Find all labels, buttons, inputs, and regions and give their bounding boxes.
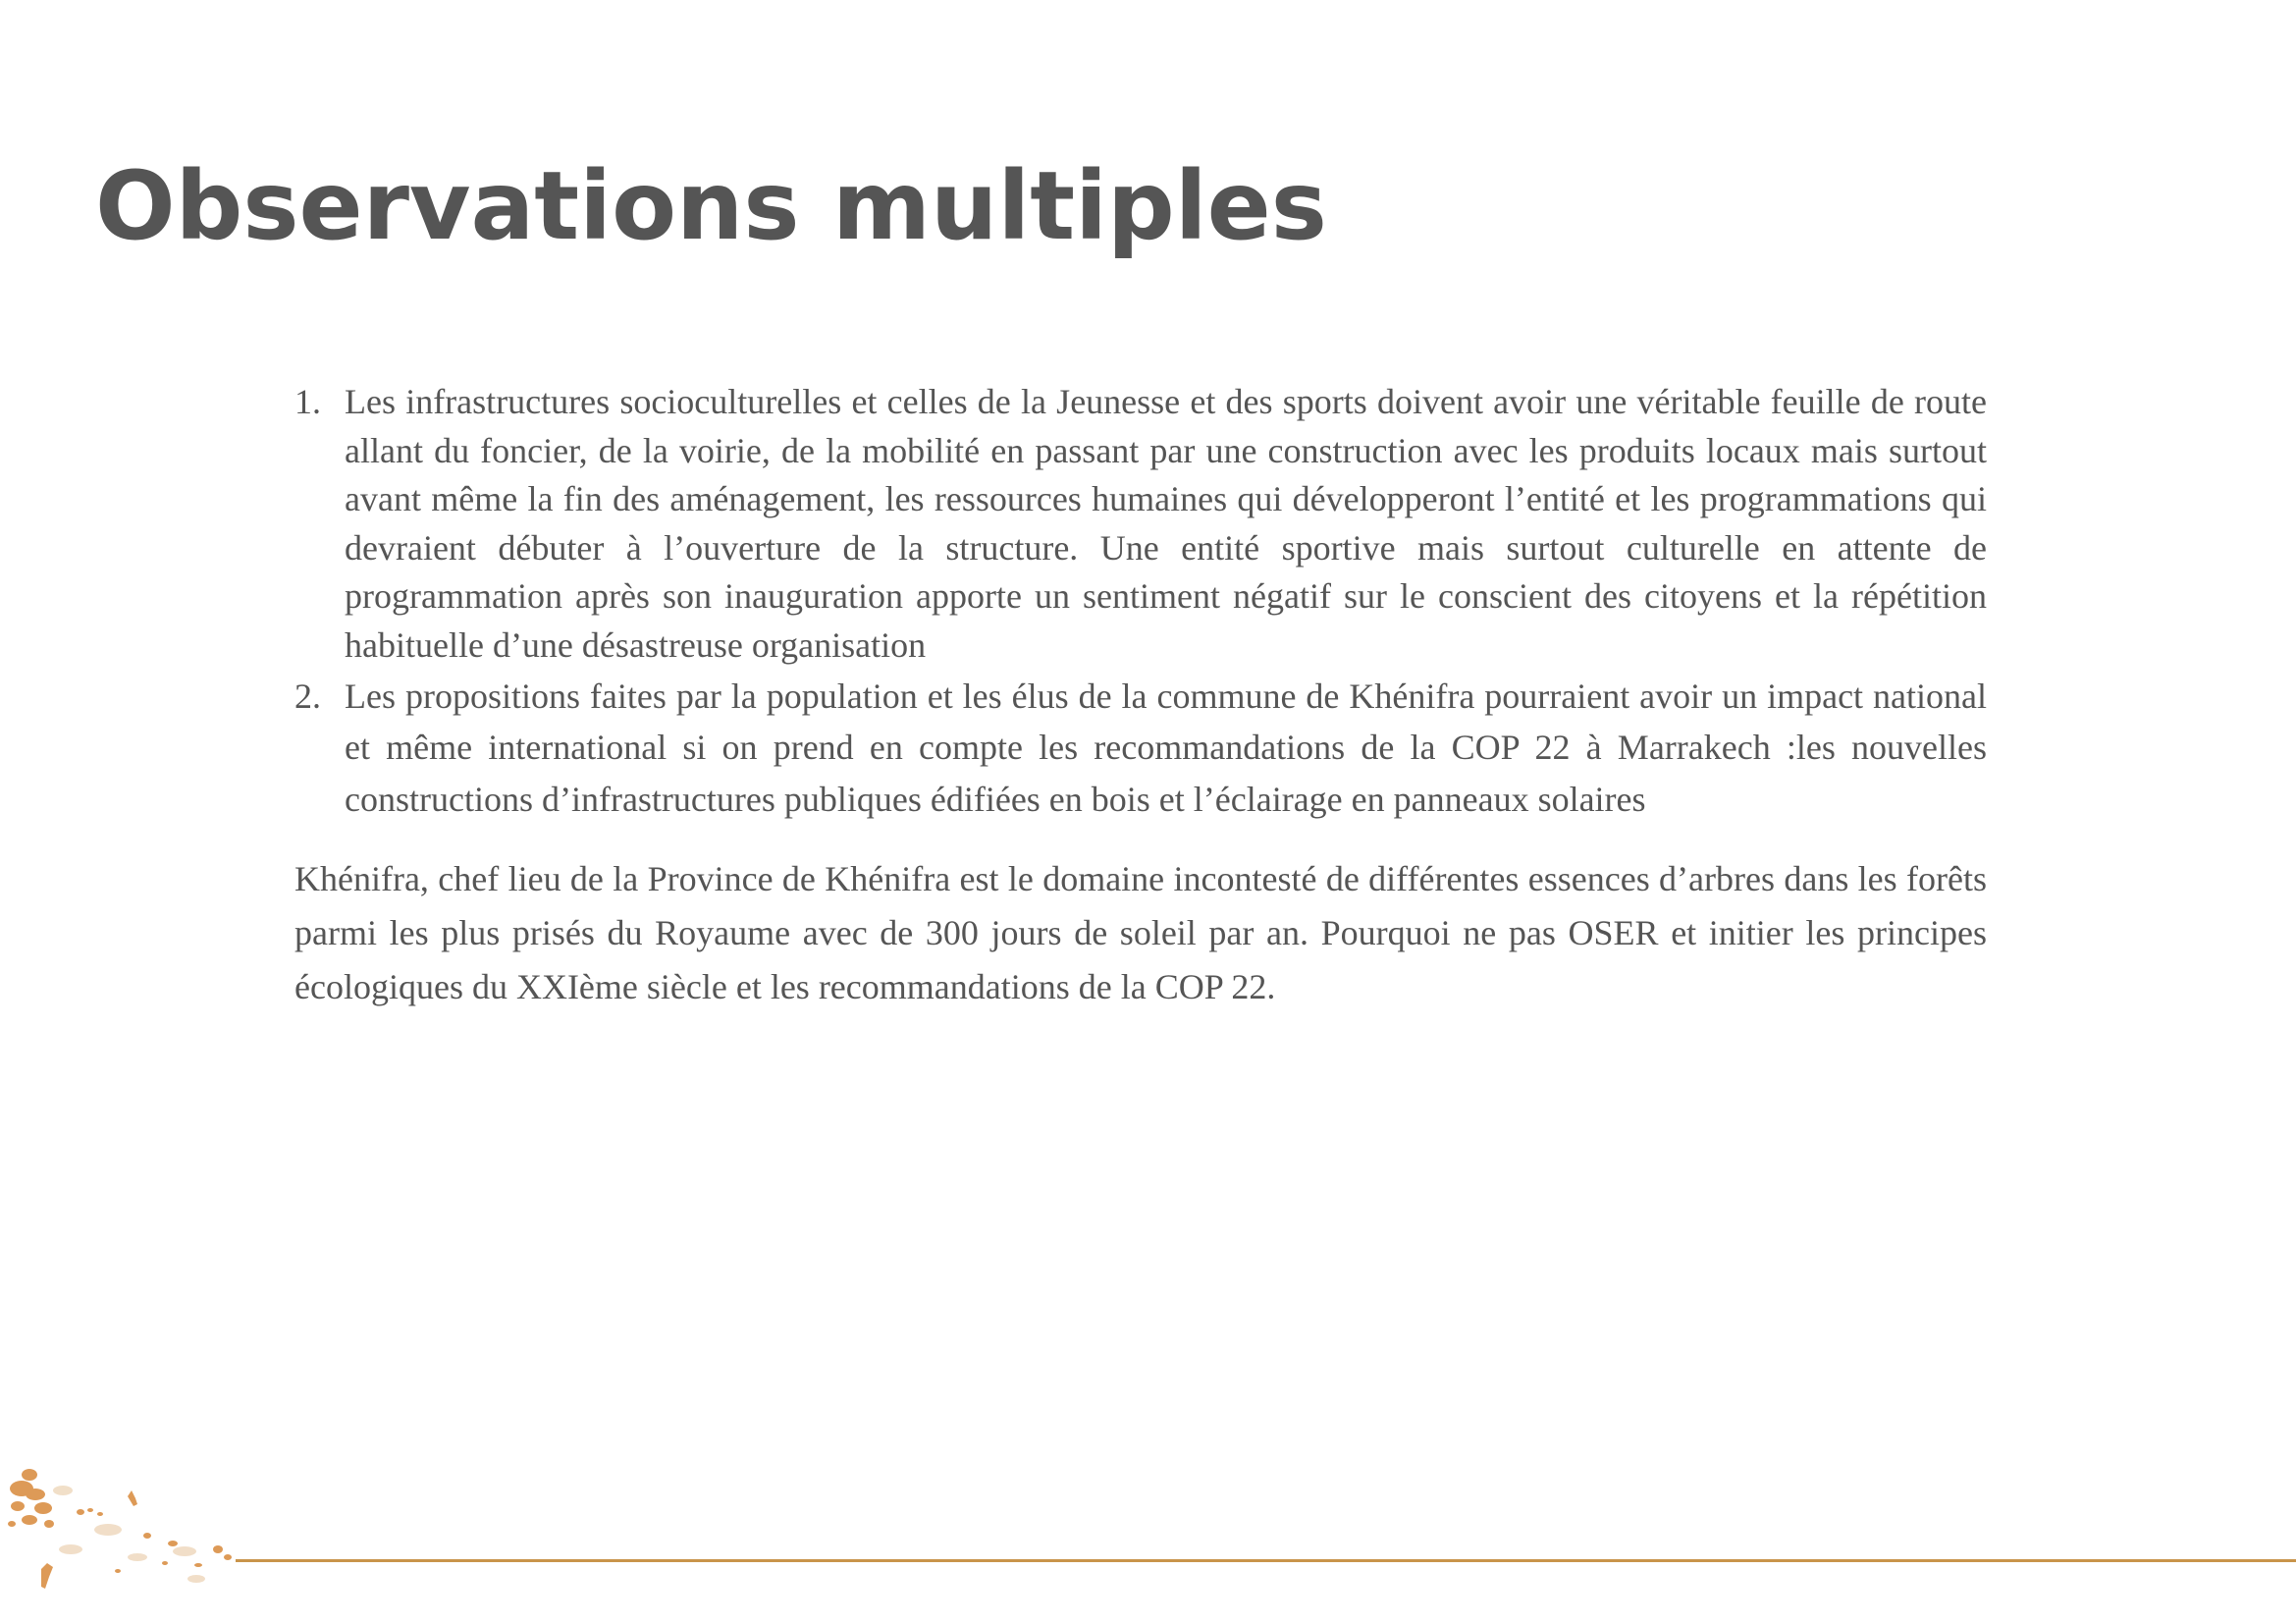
observation-text: Les propositions faites par la population et les élus de la commune de Khénifra pourraient avoir un impact national et même international si on prend en compte les recommandations de la COP 22 à Marrakech :les nouvelles constructions d’infrastructures publiques édifiées en bois et l’éclairage en panneaux solaires xyxy=(345,676,1987,819)
observation-item-1 xyxy=(294,378,1987,671)
watercolor-logo-icon xyxy=(0,1461,245,1624)
page-title: Observations multiples xyxy=(95,151,1327,261)
observation-number: 1. xyxy=(294,382,321,421)
observation-text: Les infrastructures socioculturelles et celles de la Jeunesse et des sports doivent avoir une véritable feuille de route allant du foncier, de la voirie, de la mobilité en passant par une construction avec les produits locaux mais surtout avant même la fin des aménagement, les ressources humaines qui développeront l’entité et les programmations qui devraient débuter à l’ouverture de la structure. Une entité sportive mais surtout culturelle en attente de programmation après son inauguration apporte un sentiment négatif sur le conscient des citoyens et la répétition habituelle d’une désastreuse organisation xyxy=(345,382,1987,665)
footer-divider xyxy=(236,1559,2296,1562)
closing-paragraph: Khénifra, chef lieu de la Province de Khénifra est le domaine incontesté de différentes essences d’arbres dans les forêts parmi les plus prisés du Royaume avec de 300 jours de soleil par an. Pourquoi ne pas OSER et initier les principes écologiques du XXIème siècle et les recommandations de la COP 22. xyxy=(294,859,1987,1007)
slide-content xyxy=(294,378,1987,1014)
observation-number: 2. xyxy=(294,676,321,716)
observation-item-2 xyxy=(294,671,1987,826)
observations-list xyxy=(294,378,1987,825)
